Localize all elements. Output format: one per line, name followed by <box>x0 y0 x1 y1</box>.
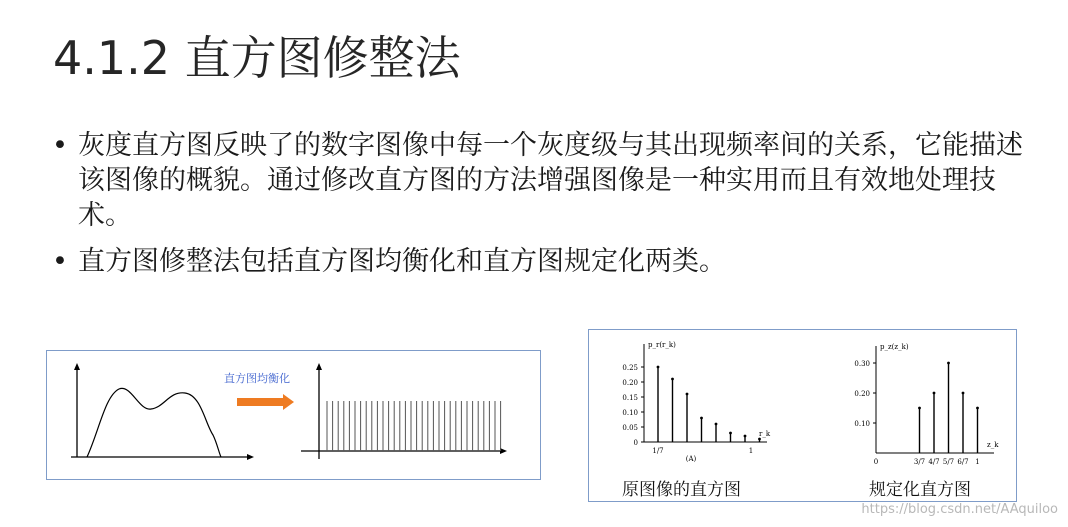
chart-b-bar-cap <box>976 407 979 410</box>
chart-b-x-label: z_k <box>987 441 999 449</box>
slide-title: 4.1.2 直方图修整法 <box>53 31 461 85</box>
chart-b-y-label: p_z(z_k) <box>880 343 909 351</box>
equalization-diagram <box>47 351 540 479</box>
chart-a-y-tick-label: 0 <box>633 439 638 447</box>
left-x-arrowhead <box>247 454 254 460</box>
chart-b-x-tick-label: 6/7 <box>957 458 969 466</box>
left-y-arrowhead <box>74 363 80 370</box>
chart-a-x-tick-label: 1/7 <box>652 447 664 455</box>
chart-b-x-tick-label: 5/7 <box>942 458 955 466</box>
chart-a-y-tick-label: 0.05 <box>622 424 638 432</box>
chart-b-y-tick-label: 0.10 <box>854 420 870 428</box>
equalization-figure <box>46 350 541 480</box>
bullet-item <box>52 128 1042 233</box>
chart-a-y-tick-label: 0.10 <box>622 409 638 417</box>
chart-a-y-tick-label: 0.20 <box>622 379 638 387</box>
equalization-label: 直方图均衡化 <box>224 372 290 385</box>
chart-b-x-tick-label: 0 <box>873 458 879 466</box>
chart-a-bar-cap <box>758 438 761 441</box>
chart-a-bar-cap <box>686 393 689 396</box>
specification-figure <box>588 329 1017 502</box>
right-y-arrowhead <box>316 363 322 370</box>
chart-a-bar-cap <box>671 378 674 381</box>
chart-b-bar-cap <box>962 392 965 395</box>
equalized-histogram-bars <box>327 401 501 451</box>
chart-a-y-tick-label: 0.25 <box>622 364 638 372</box>
watermark: https://blog.csdn.net/AAquiloo <box>861 502 1058 517</box>
original-histogram-caption: 原图像的直方图 <box>622 480 741 500</box>
chart-a-bar-cap <box>744 435 747 438</box>
chart-b-y-tick-label: 0.30 <box>854 360 870 368</box>
chart-b-bar-cap <box>933 392 936 395</box>
original-histogram-curve <box>87 388 221 457</box>
specified-histogram-chart <box>854 343 999 466</box>
chart-a-bar-cap <box>715 423 718 426</box>
chart-a-bar-cap <box>700 417 703 420</box>
chart-b-bar-cap <box>947 362 950 365</box>
bullet-list <box>52 128 1042 290</box>
chart-b-x-tick-label: 4/7 <box>928 458 940 466</box>
bullet-item <box>52 244 1042 279</box>
specified-histogram-caption: 规定化直方图 <box>869 480 971 500</box>
bullet-text: 直方图修整法包括直方图均衡化和直方图规定化两类。 <box>78 246 726 277</box>
chart-b-y-tick-label: 0.20 <box>854 390 870 398</box>
chart-a-bar-cap <box>729 432 732 435</box>
chart-b-bar-cap <box>918 407 921 410</box>
bullet-text: 灰度直方图反映了的数字图像中每一个灰度级与其出现频率间的关系，它能描述该图像的概貌。通过修改直方图的方法增强图像是一种实用而且有效地处理技术。 <box>78 130 1023 231</box>
chart-a-y-label: p_r(r_k) <box>648 341 676 349</box>
chart-a-bar-cap <box>657 366 660 369</box>
bullet-dot: • <box>52 130 68 161</box>
bullet-dot: • <box>52 246 68 277</box>
transform-arrow-icon <box>237 394 294 410</box>
chart-a-x-tick-label: 1 <box>748 447 754 455</box>
chart-b-x-tick-label: 3/7 <box>913 458 926 466</box>
chart-a-subcaption: (A) <box>685 455 697 463</box>
chart-a-y-tick-label: 0.15 <box>622 394 638 402</box>
original-histogram-chart <box>622 341 770 463</box>
chart-a-x-label: r_k <box>759 430 771 438</box>
chart-b-x-tick-label: 1 <box>975 458 980 466</box>
